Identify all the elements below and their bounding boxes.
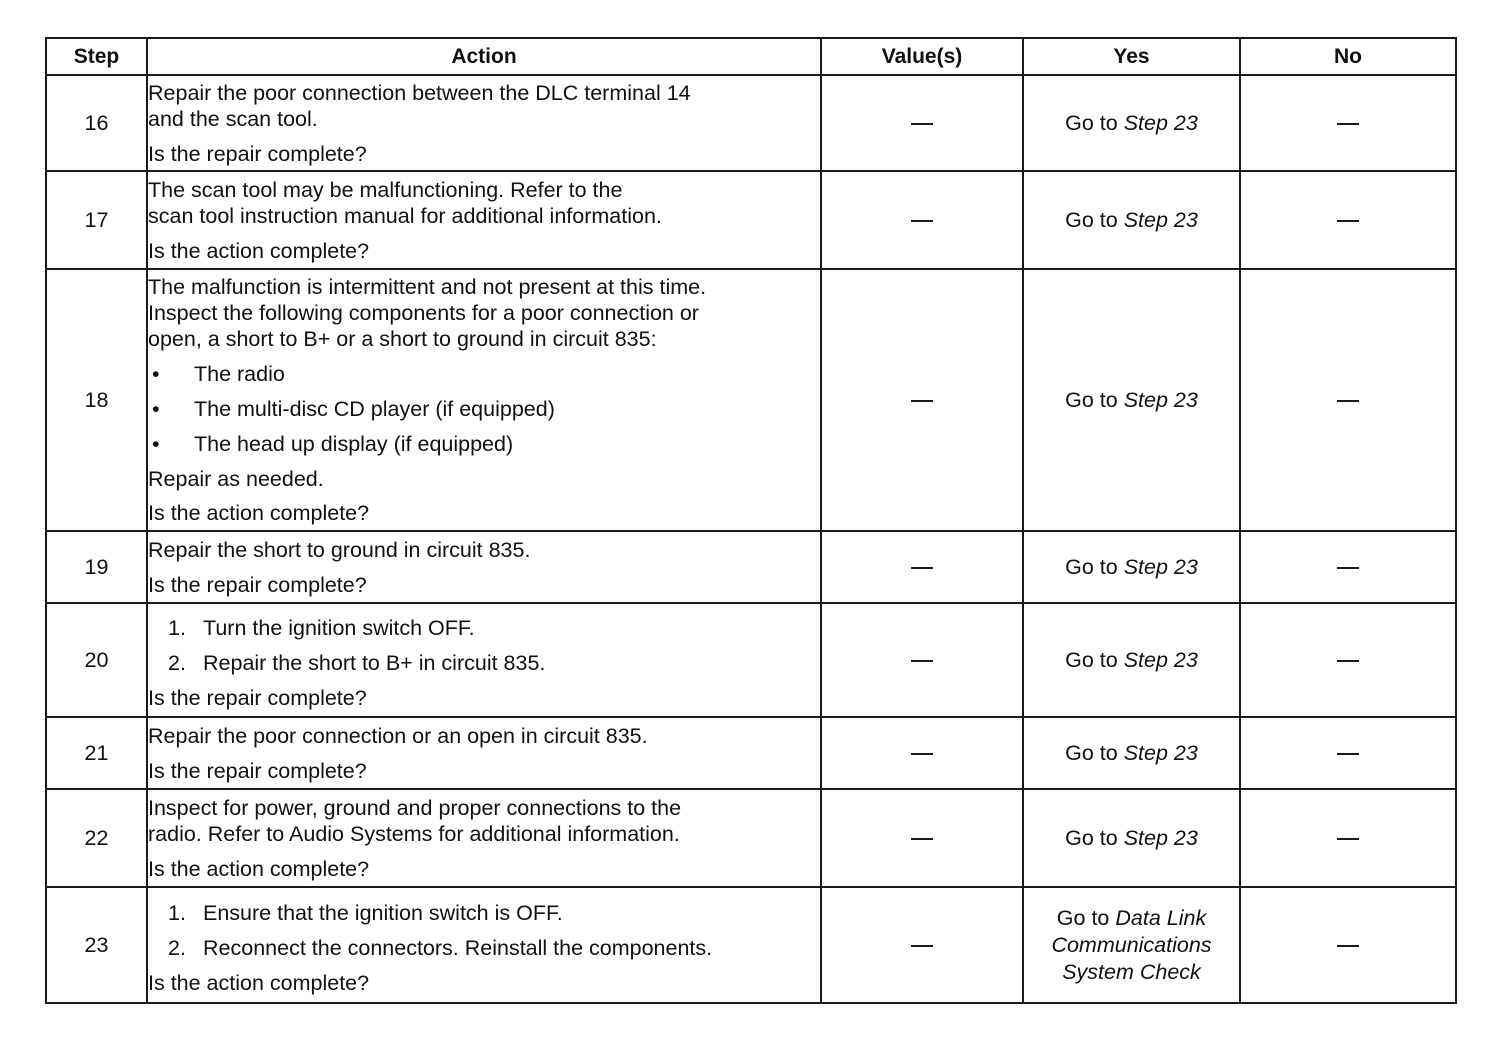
action-line: The malfunction is intermittent and not present at this time. [148,275,707,299]
item-number: 1. [168,616,186,640]
bullet-item [148,396,820,422]
yes-cell [1023,269,1240,531]
yes-link[interactable]: Data Link [1115,905,1207,930]
dash-mark [911,567,933,569]
numbered-item [148,650,820,676]
yes-prefix: Go to [1065,208,1124,232]
step-number: 19 [46,531,147,603]
value-cell [821,269,1023,531]
action-question: Is the action complete? [148,856,370,881]
no-cell [1240,75,1456,171]
action-question: Is the repair complete? [148,572,367,597]
dash-mark [911,753,933,755]
table-row [46,531,1456,603]
step-header: Step [46,38,147,75]
diagnostic-table [45,37,1457,1004]
dash-mark [911,220,933,222]
step-number: 17 [46,171,147,269]
step-number: 22 [46,789,147,887]
dash-mark [911,400,933,402]
yes-link[interactable]: System Check [1062,959,1201,984]
values-header: Value(s) [821,38,1023,75]
table-row [46,789,1456,887]
yes-cell [1023,789,1240,887]
item-text: Ensure that the ignition switch is OFF. [203,901,563,925]
no-cell [1240,531,1456,603]
step-number: 16 [46,75,147,171]
dash-mark [1337,220,1359,222]
numbered-item [148,615,820,641]
value-cell [821,717,1023,789]
action-line: Repair the poor connection or an open in circuit 835. [148,723,648,748]
yes-prefix: Go to [1065,388,1124,412]
yes-prefix: Go to [1056,905,1116,930]
action-line: scan tool instruction manual for additional information. [148,203,662,228]
bullet-text: The head up display (if equipped) [194,432,514,456]
action-line: Inspect the following components for a poor connection or [148,301,699,325]
step-number: 23 [46,887,147,1003]
action-question: Is the action complete? [148,238,370,263]
yes-prefix: Go to [1065,741,1124,765]
numbered-item [148,935,820,961]
no-cell [1240,887,1456,1003]
value-cell [821,75,1023,171]
action-question: Is the repair complete? [148,758,367,783]
dash-mark [1337,945,1359,947]
dash-mark [911,945,933,947]
yes-cell [1023,171,1240,269]
action-line: and the scan tool. [148,106,318,131]
yes-cell [1023,717,1240,789]
value-cell [821,887,1023,1003]
step-number: 21 [46,717,147,789]
yes-link[interactable]: Step 23 [1123,555,1198,579]
action-question: Is the action complete? [148,501,370,525]
item-number: 2. [168,936,186,960]
action-line: Inspect for power, ground and proper connections to the [148,795,682,820]
bullet-item [148,361,820,387]
no-cell [1240,269,1456,531]
action-line: Repair as needed. [148,467,324,491]
yes-cell [1023,531,1240,603]
yes-prefix: Go to [1065,111,1124,135]
dash-mark [911,838,933,840]
table-row [46,75,1456,171]
action-line: The scan tool may be malfunctioning. Refer to the [148,177,623,202]
dash-mark [1337,838,1359,840]
dash-mark [1337,753,1359,755]
action-line: open, a short to B+ or a short to ground in circuit 835: [148,327,657,351]
yes-line [1024,932,1239,959]
action-question: Is the repair complete? [148,686,367,710]
yes-prefix: Go to [1065,555,1124,579]
dash-mark [1337,123,1359,125]
dash-mark [1337,400,1359,402]
action-cell [147,887,821,1003]
bullet-text: The radio [194,362,285,386]
item-text: Turn the ignition switch OFF. [203,616,475,640]
action-cell [147,269,821,531]
item-text: Reconnect the connectors. Reinstall the components. [203,936,713,960]
action-cell [147,789,821,887]
yes-link[interactable]: Step 23 [1123,111,1198,135]
dash-mark [911,123,933,125]
item-text: Repair the short to B+ in circuit 835. [203,651,546,675]
yes-link[interactable]: Step 23 [1123,208,1198,232]
step-number: 20 [46,603,147,717]
yes-header: Yes [1023,38,1240,75]
action-cell [147,171,821,269]
bullet-text: The multi-disc CD player (if equipped) [194,397,555,421]
action-line: Repair the short to ground in circuit 835. [148,537,531,562]
action-line: radio. Refer to Audio Systems for additional information. [148,821,680,846]
no-cell [1240,789,1456,887]
yes-link[interactable]: Step 23 [1123,648,1198,672]
table-row [46,717,1456,789]
yes-link[interactable]: Step 23 [1123,826,1198,850]
action-cell [147,717,821,789]
action-line: Repair the poor connection between the DLC terminal 14 [148,80,691,105]
numbered-item [148,900,820,926]
yes-line [1024,959,1239,986]
action-question: Is the repair complete? [148,141,367,166]
yes-link[interactable]: Step 23 [1123,388,1198,412]
dash-mark [911,660,933,662]
yes-prefix: Go to [1065,648,1124,672]
yes-cell [1023,75,1240,171]
step-number: 18 [46,269,147,531]
value-cell [821,789,1023,887]
yes-link[interactable]: Communications [1051,932,1212,957]
value-cell [821,171,1023,269]
no-cell [1240,171,1456,269]
table-row [46,171,1456,269]
yes-line [1024,905,1239,932]
yes-cell [1023,887,1240,1003]
action-cell [147,531,821,603]
dash-mark [1337,567,1359,569]
table-row [46,887,1456,1003]
no-cell [1240,603,1456,717]
no-cell [1240,717,1456,789]
action-question: Is the action complete? [148,971,370,995]
item-number: 2. [168,651,186,675]
action-header: Action [147,38,821,75]
table-row [46,269,1456,531]
no-header: No [1240,38,1456,75]
yes-link[interactable]: Step 23 [1123,741,1198,765]
yes-multiline [1024,905,1239,986]
action-cell [147,75,821,171]
value-cell [821,531,1023,603]
value-cell [821,603,1023,717]
item-number: 1. [168,901,186,925]
bullet-item [148,431,820,457]
dash-mark [1337,660,1359,662]
action-cell [147,603,821,717]
yes-prefix: Go to [1065,826,1124,850]
yes-cell [1023,603,1240,717]
table-row [46,603,1456,717]
header-row [46,38,1456,75]
